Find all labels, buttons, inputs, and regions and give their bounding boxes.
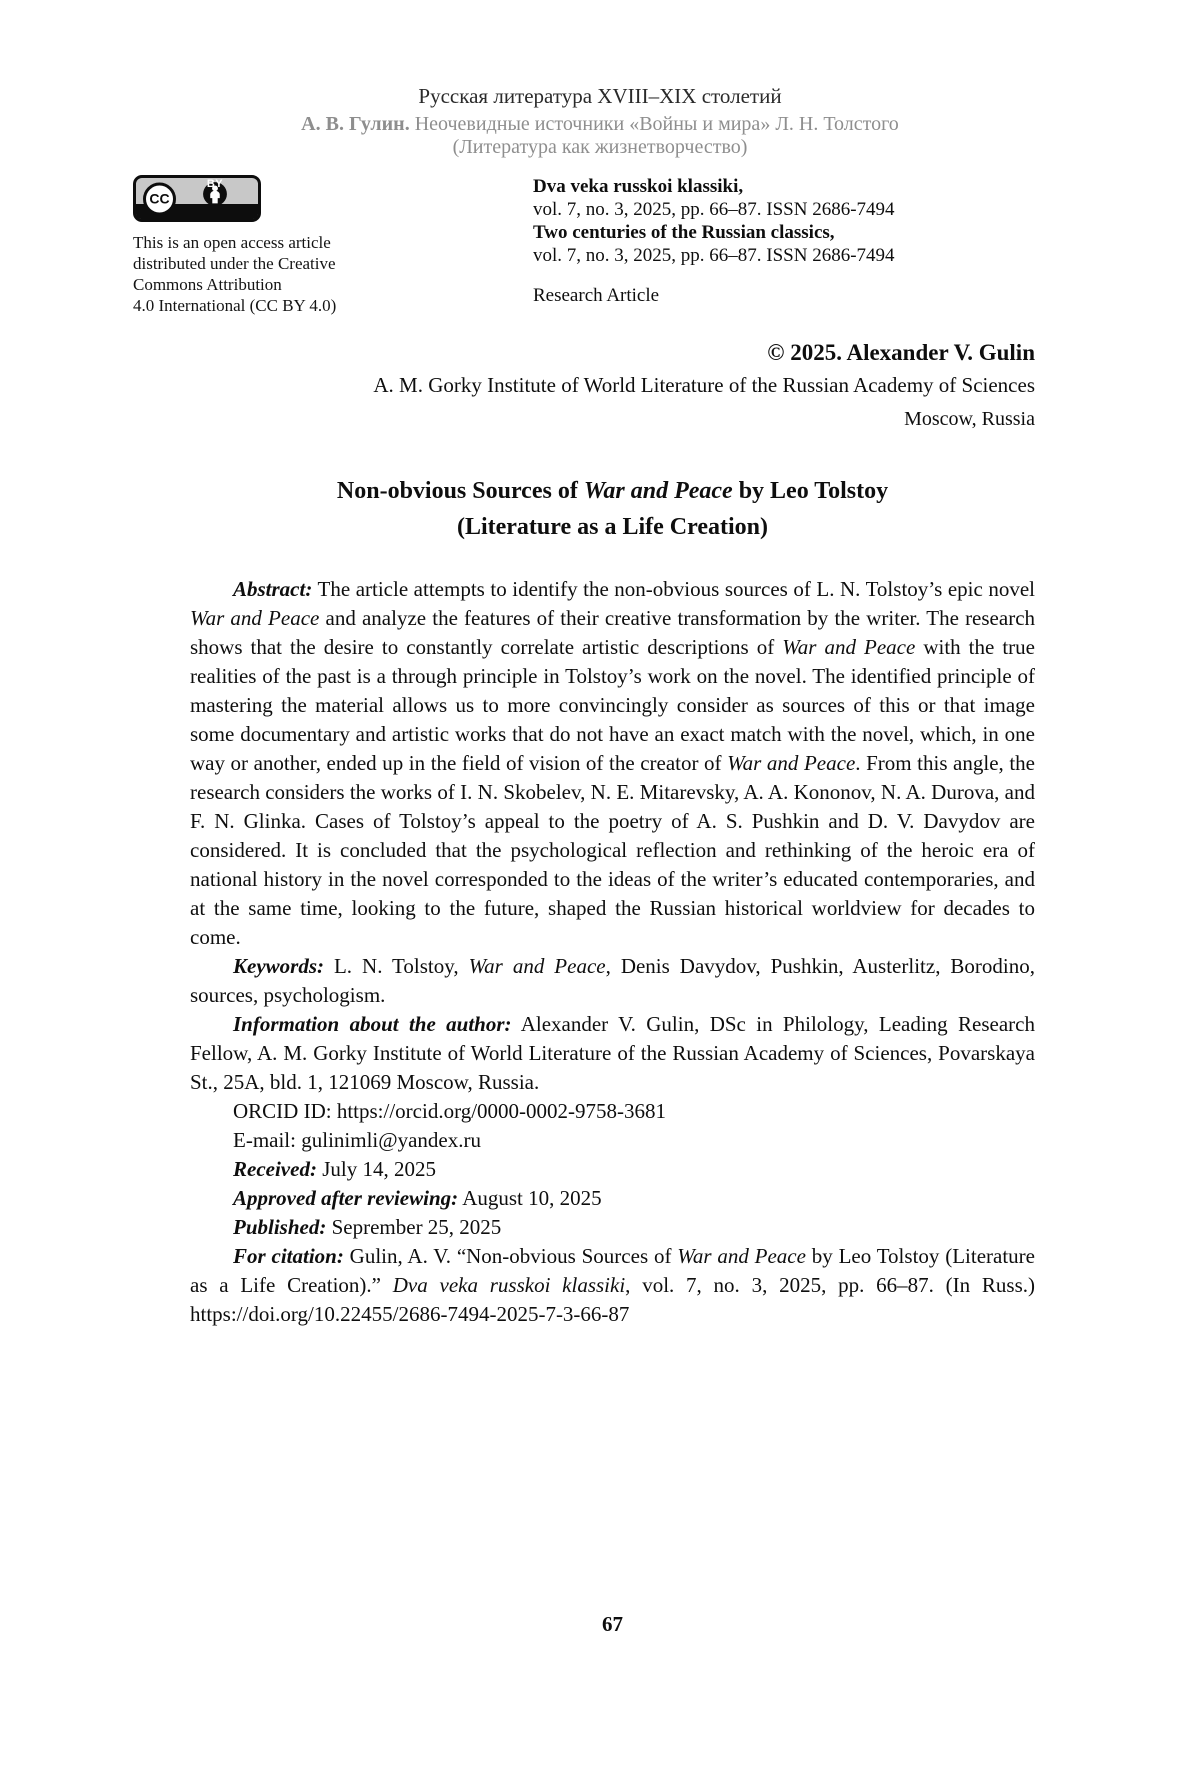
open-access-line: Commons Attribution xyxy=(133,275,282,294)
attribution-block xyxy=(190,340,1035,431)
meta-row xyxy=(133,175,1035,316)
title-text: by Leo Tolstoy xyxy=(732,478,889,504)
author-info-paragraph xyxy=(190,1010,1035,1097)
abstract-work-name: War and Peace xyxy=(190,606,320,630)
cc-logo-icon xyxy=(143,182,176,215)
open-access-statement xyxy=(133,232,533,316)
title-subtitle: (Literature as a Life Creation) xyxy=(456,514,769,540)
citation-journal-name: Dva veka russkoi klassiki xyxy=(392,1273,626,1297)
received-line xyxy=(190,1155,1035,1184)
published-line xyxy=(190,1213,1035,1242)
article-front-matter xyxy=(190,575,1035,1329)
by-label: BY xyxy=(206,178,224,190)
cc-logo-label: CC xyxy=(149,190,170,207)
received-label: Received: xyxy=(233,1157,317,1181)
published-value: Seprember 25, 2025 xyxy=(326,1215,502,1239)
citation-text: Gulin, A. V. “Non-obvious Sources of xyxy=(343,1244,678,1268)
email-line: E-mail: gulinimli@yandex.ru xyxy=(233,1128,481,1152)
running-head-subtitle-ru: (Литература как жизнетворчество) xyxy=(452,136,748,158)
citation-text: , vol. 7, no. 3, 2025, pp. 66–87. (In Russ.) https://doi.org/10.22455/2686-7494-2025-7-3-66-87 xyxy=(190,1273,1035,1326)
citation-text: by Leo Tolstoy (Literature as a Life Creation).” xyxy=(190,1244,1036,1297)
abstract-text: and analyze the features of their creative transformation by the writer. The research shows that the desire to constantly correlate artistic descriptions of xyxy=(190,606,1036,659)
keywords-paragraph xyxy=(190,952,1035,1010)
abstract-work-name: War and Peace xyxy=(727,751,856,775)
affiliation-line: A. M. Gorky Institute of World Literature of the Russian Academy of Sciences xyxy=(373,373,1035,397)
location-line: Moscow, Russia xyxy=(904,408,1035,430)
abstract-text: The article attempts to identify the non-obvious sources of L. N. Tolstoy’s epic novel xyxy=(312,577,1035,601)
approved-line xyxy=(190,1184,1035,1213)
abstract-paragraph xyxy=(190,575,1035,952)
running-head-article-ru xyxy=(0,113,1200,136)
approved-value: August 10, 2025 xyxy=(458,1186,602,1210)
abstract-label: Abstract: xyxy=(233,577,313,601)
article-type-label: Research Article xyxy=(533,285,660,306)
title-work-name: War and Peace xyxy=(583,478,733,504)
running-head-author-ru: А. В. Гулин. xyxy=(301,113,410,135)
abstract-text: . From this angle, the research considers the works of I. N. Skobelev, N. E. Mitarevsky, A. A. Kononov, N. A. Durova, and F. N. Glinka. Cases of Tolstoy’s appeal to the poetry of A. S. Pushkin and D. V. Davydov are considered. It is concluded that the psychological reflection and rethinking of the heroic era of national history in the novel corresponded to the ideas of the writer’s educated contemporaries, and at the same time, looking to the future, shaped the Russian historical worldview for decades to come. xyxy=(190,751,1035,949)
approved-label: Approved after reviewing: xyxy=(233,1186,459,1210)
open-access-line: distributed under the Creative xyxy=(133,254,336,273)
keywords-label: Keywords: xyxy=(233,954,324,978)
article-title xyxy=(190,473,1035,545)
running-head-title-ru: Неочевидные источники «Войны и мира» Л. Н. Толстого xyxy=(409,113,899,135)
running-head xyxy=(0,0,1200,159)
author-info-label: Information about the author: xyxy=(233,1012,512,1036)
keywords-work-name: War and Peace xyxy=(468,954,606,978)
open-access-line: 4.0 International (CC BY 4.0) xyxy=(133,296,337,315)
journal-info xyxy=(533,175,1035,307)
abstract-work-name: War and Peace xyxy=(782,635,916,659)
journal-issue-line-1: vol. 7, no. 3, 2025, pp. 66–87. ISSN 2686-7494 xyxy=(533,199,895,220)
keywords-text: , Denis Davydov, Pushkin, Austerlitz, Borodino, sources, psychologism. xyxy=(190,954,1036,1007)
journal-issue-line-2: vol. 7, no. 3, 2025, pp. 66–87. ISSN 2686-7494 xyxy=(533,245,895,266)
received-value: July 14, 2025 xyxy=(316,1157,436,1181)
open-access-line: This is an open access article xyxy=(133,233,331,252)
page-number: 67 xyxy=(602,1612,623,1636)
citation-work-name: War and Peace xyxy=(677,1244,806,1268)
license-block xyxy=(133,175,533,316)
journal-name-translit: Dva veka russkoi klassiki, xyxy=(533,176,744,197)
title-text: Non-obvious Sources of xyxy=(336,478,584,504)
journal-name-english: Two centuries of the Russian classics, xyxy=(533,222,835,243)
copyright-line: © 2025. Alexander V. Gulin xyxy=(767,340,1035,365)
cc-by-badge xyxy=(133,175,261,222)
citation-paragraph xyxy=(190,1242,1035,1329)
running-head-journal-ru: Русская литература XVIII–XIX столетий xyxy=(418,84,782,108)
keywords-text: L. N. Tolstoy, xyxy=(324,954,469,978)
abstract-text: with the true realities of the past is a through principle in Tolstoy’s work on the novel. The identified principle of mastering the material allows us to more convincingly consider as sources of this or that image some documentary and artistic works that do not have an exact match with the novel, which, in one way or another, ended up in the field of vision of the creator of xyxy=(190,635,1035,775)
published-label: Published: xyxy=(233,1215,327,1239)
author-info-text: Alexander V. Gulin, DSc in Philology, Leading Research Fellow, A. M. Gorky Institute of World Literature of the Russian Academy of Sciences, Povarskaya St., 25A, bld. 1, 121069 Moscow, Russia. xyxy=(190,1012,1035,1094)
citation-label: For citation: xyxy=(233,1244,344,1268)
orcid-line: ORCID ID: https://orcid.org/0000-0002-9758-3681 xyxy=(233,1099,667,1123)
